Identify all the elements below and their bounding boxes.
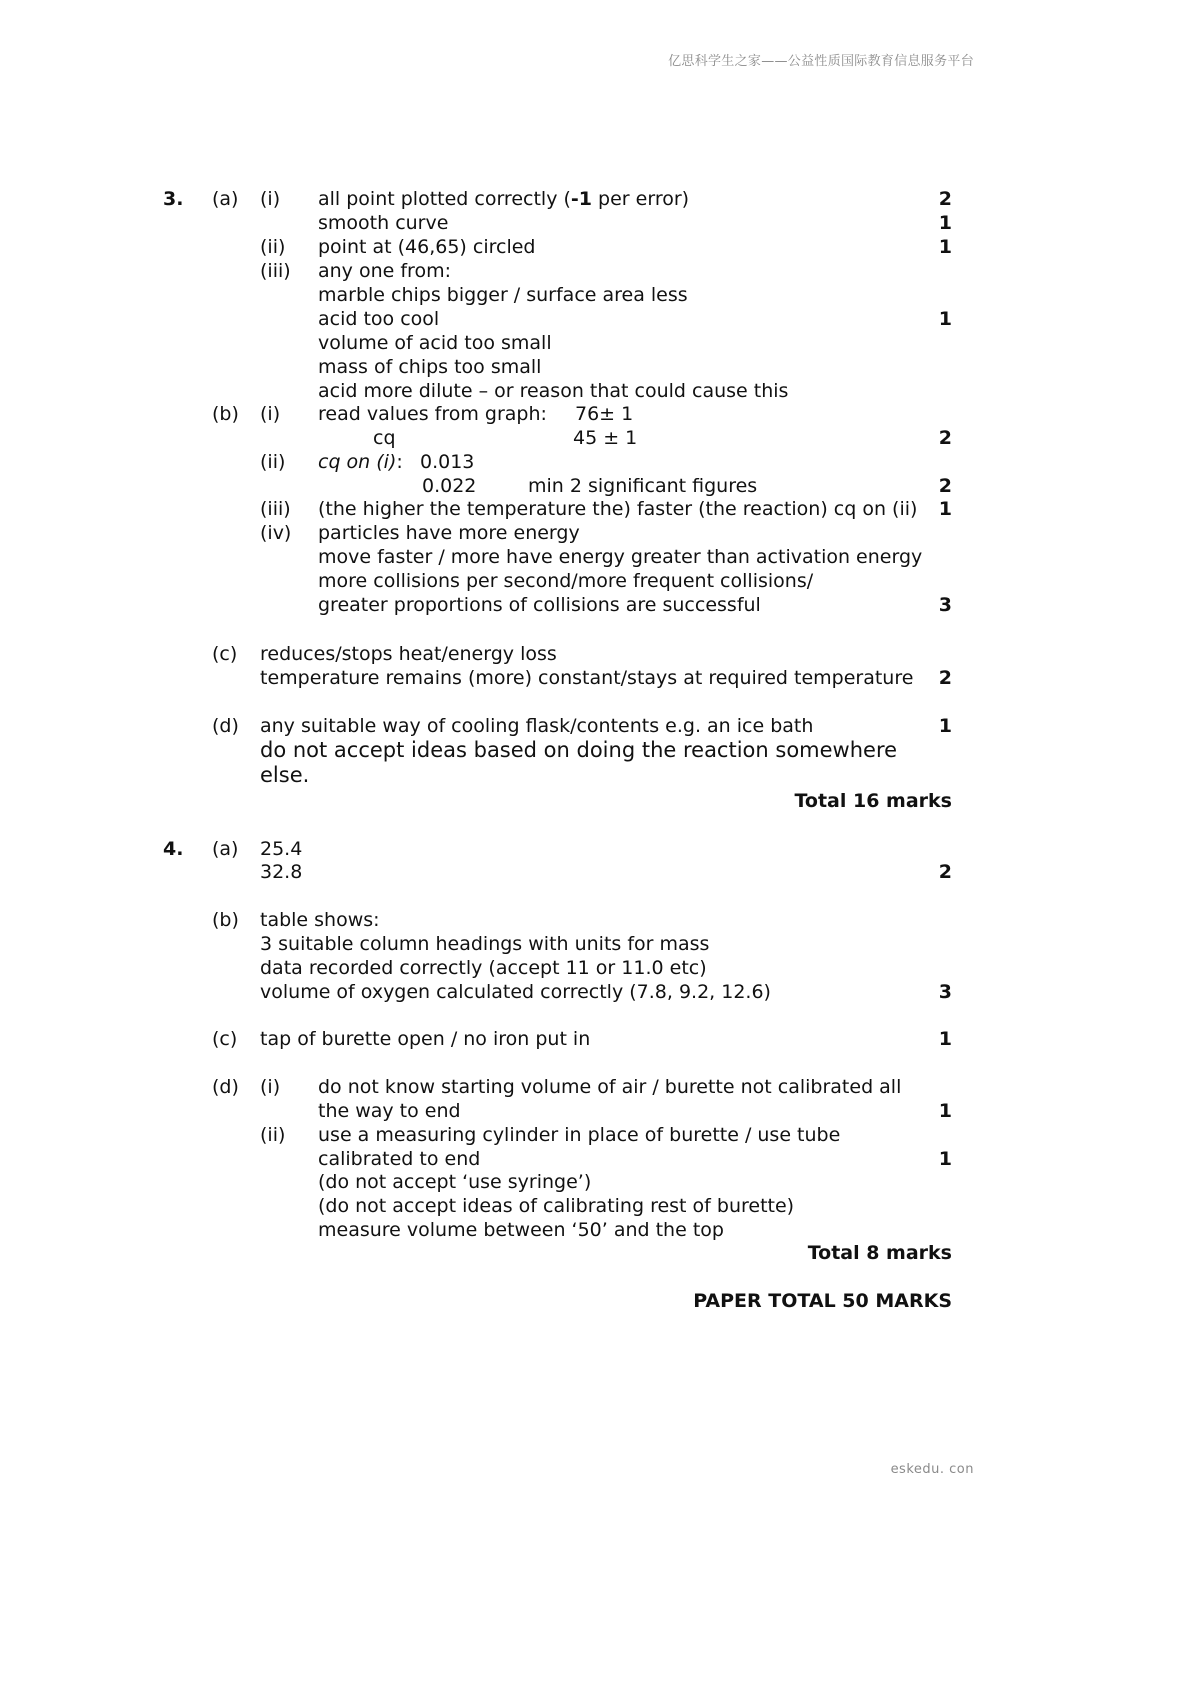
subpart-label: (iii) [260,498,291,520]
mark: 2 [938,475,952,497]
subpart-label: (iv) [260,522,292,544]
part-label: (b) [212,909,239,931]
answer-line: point at (46,65) circled [318,236,536,258]
part-label: (c) [212,1028,238,1050]
answer-line: acid too cool [318,308,440,330]
answer-line: any suitable way of cooling flask/contents e.g. an ice bath [260,715,814,737]
answer-line: else. [260,763,310,787]
answer-line: do not know starting volume of air / burette not calibrated all [318,1076,902,1098]
answer-text: per error) [592,188,690,210]
answer-line: use a measuring cylinder in place of burette / use tube [318,1124,841,1146]
answer-note: min 2 significant figures [528,475,758,497]
mark: 1 [938,715,952,737]
mark: 1 [938,1100,952,1122]
answer-value: 0.013 [420,451,475,473]
answer-line: acid more dilute – or reason that could cause this [318,380,789,402]
answer-line: volume of oxygen calculated correctly (7.8, 9.2, 12.6) [260,981,771,1003]
subpart-label: (ii) [260,451,286,473]
answer-text: : [396,451,403,473]
part-label: (a) [212,188,239,210]
paper-total: PAPER TOTAL 50 MARKS [693,1290,952,1312]
answer-line: 3 suitable column headings with units for mass [260,933,710,955]
page-header: 亿思科学生之家——公益性质国际教育信息服务平台 [668,54,974,69]
page-footer: eskedu. con [890,1462,974,1477]
answer-line: smooth curve [318,212,449,234]
mark: 3 [938,981,952,1003]
answer-line: more collisions per second/more frequent collisions/ [318,570,814,592]
mark: 1 [938,308,952,330]
answer-line: measure volume between ‘50’ and the top [318,1219,724,1241]
answer-line: tap of burette open / no iron put in [260,1028,591,1050]
answer-text: all point plotted correctly ( [318,188,571,210]
answer-line: cq [373,427,396,449]
subpart-label: (i) [260,403,281,425]
mark: 2 [938,667,952,689]
answer-line: 32.8 [260,861,303,883]
answer-value: 45 ± 1 [573,427,638,449]
question-total: Total 8 marks [807,1242,952,1264]
question-number: 3. [163,188,184,210]
answer-line: (do not accept ideas of calibrating rest of burette) [318,1195,795,1217]
answer-italic: cq on (i) [318,451,397,473]
question-total: Total 16 marks [794,790,952,812]
answer-line [318,450,403,474]
answer-bold: -1 [570,188,593,210]
answer-line: the way to end [318,1100,461,1122]
mark: 2 [938,427,952,449]
answer-line: calibrated to end [318,1148,481,1170]
part-label: (d) [212,715,239,737]
part-label: (d) [212,1076,239,1098]
mark: 1 [938,1028,952,1050]
mark: 1 [938,236,952,258]
subpart-label: (iii) [260,260,291,282]
answer-line: move faster / more have energy greater than activation energy [318,546,923,568]
mark: 2 [938,188,952,210]
answer-value: 0.022 [422,475,477,497]
answer-line: data recorded correctly (accept 11 or 11.0 etc) [260,957,707,979]
mark: 1 [938,498,952,520]
mark: 1 [938,212,952,234]
answer-line: table shows: [260,909,380,931]
answer-line: mass of chips too small [318,356,542,378]
subpart-label: (i) [260,188,281,210]
mark: 2 [938,861,952,883]
answer-line: (the higher the temperature the) faster (the reaction) cq on (ii) [318,498,918,520]
answer-line: do not accept ideas based on doing the reaction somewhere [260,738,898,762]
mark: 1 [938,1148,952,1170]
subpart-label: (i) [260,1076,281,1098]
answer-line: read values from graph: [318,403,547,425]
answer-line: greater proportions of collisions are successful [318,594,761,616]
answer-line: reduces/stops heat/energy loss [260,643,557,665]
answer-line: any one from: [318,260,451,282]
answer-line: temperature remains (more) constant/stays at required temperature [260,667,914,689]
answer-line: marble chips bigger / surface area less [318,284,688,306]
answer-line [318,187,689,211]
part-label: (c) [212,643,238,665]
answer-line: volume of acid too small [318,332,552,354]
answer-line: (do not accept ‘use syringe’) [318,1171,592,1193]
answer-value: 76± 1 [575,403,634,425]
mark: 3 [938,594,952,616]
subpart-label: (ii) [260,1124,286,1146]
part-label: (a) [212,838,239,860]
answer-line: 25.4 [260,838,303,860]
question-number: 4. [163,838,184,860]
answer-line: particles have more energy [318,522,580,544]
subpart-label: (ii) [260,236,286,258]
part-label: (b) [212,403,239,425]
